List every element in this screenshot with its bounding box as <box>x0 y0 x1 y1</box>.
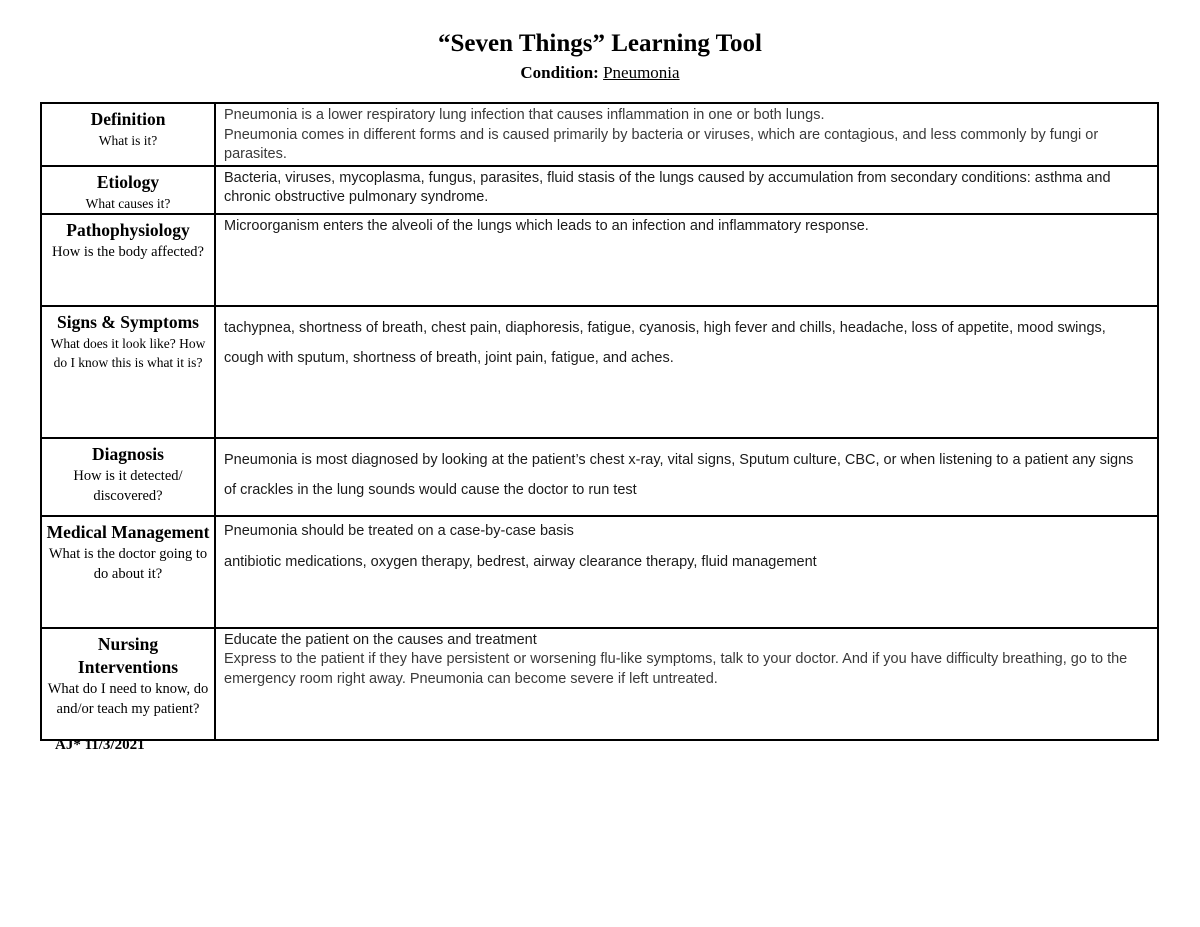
row-question: What do I need to know, do and/or teach my patient? <box>47 680 209 717</box>
row-question: How is the body affected? <box>52 243 204 260</box>
row-content-line: Pneumonia should be treated on a case-by-case basis <box>224 522 574 539</box>
condition-label: Condition: <box>520 63 599 82</box>
row-content-cell <box>215 306 1158 438</box>
table-row-definition <box>41 103 1158 166</box>
row-heading-cell <box>41 628 215 740</box>
row-heading: Diagnosis <box>92 443 164 464</box>
row-content-line: Bacteria, viruses, mycoplasma, fungus, parasites, fluid stasis of the lungs caused by accumulation from secondary conditions: asthma and chronic obstructive pulmonary syndrome. <box>224 169 1111 205</box>
row-content-cell <box>215 438 1158 516</box>
row-content-line: Express to the patient if they have persistent or worsening flu-like symptoms, talk to your doctor. And if you have difficulty breathing, go to the emergency room right away. Pneumonia can become severe if left untreated. <box>224 651 1128 687</box>
table-row-diagnosis <box>41 438 1158 516</box>
row-heading-cell <box>41 516 215 628</box>
table-row-medical-management <box>41 516 1158 628</box>
table-row-nursing-interventions <box>41 628 1158 740</box>
row-content-cell <box>215 166 1158 214</box>
row-content-line: Pneumonia is a lower respiratory lung infection that causes inflammation in one or both lungs. <box>224 107 825 123</box>
table-row-etiology <box>41 166 1158 214</box>
seven-things-table <box>40 102 1159 741</box>
row-heading: Signs & Symptoms <box>57 311 199 332</box>
row-heading: Etiology <box>96 171 160 192</box>
author-date-footer: AJ* 11/3/2021 <box>55 737 145 753</box>
row-content-line: Pneumonia comes in different forms and is caused primarily by bacteria or viruses, which are contagious, and less commonly by fungi or parasites. <box>224 126 1099 162</box>
row-content-line: Microorganism enters the alveoli of the lungs which leads to an infection and inflammatory response. <box>224 217 869 234</box>
row-question: What is it? <box>98 133 158 148</box>
row-content-line: Educate the patient on the causes and treatment <box>224 631 537 648</box>
row-heading-cell <box>41 214 215 306</box>
document-title: “Seven Things” Learning Tool <box>438 30 762 57</box>
table-row-pathophysiology <box>41 214 1158 306</box>
row-question: What is the doctor going to do about it? <box>48 545 208 582</box>
condition-line <box>0 62 1200 84</box>
row-content-line: Pneumonia is most diagnosed by looking at the patient’s chest x-ray, vital signs, Sputum culture, CBC, or when listening to a patient any signs of crackles in the lung sounds would cause the doctor to run test <box>224 451 1134 498</box>
row-heading: Pathophysiology <box>66 219 190 240</box>
row-content-cell <box>215 628 1158 740</box>
row-heading: Nursing Interventions <box>77 633 179 677</box>
row-content-line: antibiotic medications, oxygen therapy, bedrest, airway clearance therapy, fluid management <box>224 553 817 570</box>
row-heading-cell <box>41 438 215 516</box>
row-heading: Definition <box>90 109 166 129</box>
row-question: What causes it? <box>85 195 171 211</box>
condition-value: Pneumonia <box>603 63 680 82</box>
row-heading-cell <box>41 306 215 438</box>
row-content-cell <box>215 103 1158 166</box>
row-content-cell <box>215 214 1158 306</box>
table-row-signs-symptoms <box>41 306 1158 438</box>
row-question: How is it detected/ discovered? <box>73 467 183 504</box>
row-question: What does it look like? How do I know this is what it is? <box>50 335 206 370</box>
row-heading-cell <box>41 166 215 214</box>
row-content-cell <box>215 516 1158 628</box>
row-heading-cell <box>41 103 215 166</box>
row-content-line: tachypnea, shortness of breath, chest pain, diaphoresis, fatigue, cyanosis, high fever and chills, headache, loss of appetite, mood swings, cough with sputum, shortness of breath, joint pain, fatigue, and aches. <box>224 319 1106 366</box>
row-heading: Medical Management <box>46 521 210 542</box>
